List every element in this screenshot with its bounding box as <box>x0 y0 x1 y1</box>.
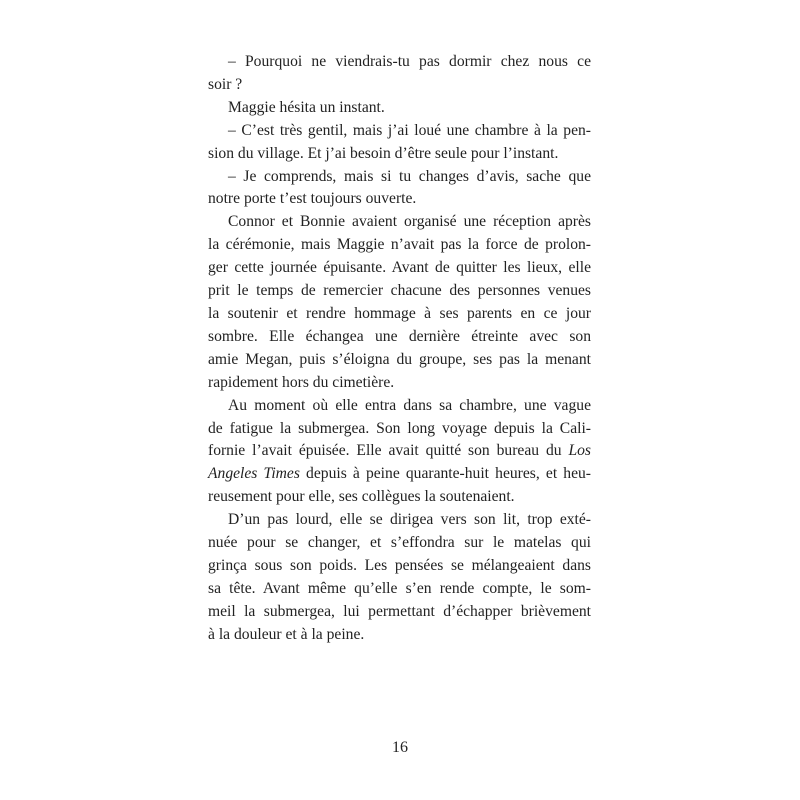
paragraph-6 <box>208 395 591 510</box>
italic-title-fragment: Angeles Times <box>208 465 300 483</box>
text-line: – Je comprends, mais si tu changes d’avis, sache que <box>228 167 591 185</box>
paragraph-2 <box>208 97 591 120</box>
text-line: reusement pour elle, ses collègues la soutenaient. <box>208 488 515 506</box>
text-line: à la douleur et à la peine. <box>208 625 365 643</box>
text-fragment: depuis à peine quarante-huit heures, et heu- <box>299 465 591 483</box>
text-line: Maggie hésita un instant. <box>228 98 385 116</box>
page-number: 16 <box>392 739 408 756</box>
text-fragment: fornie l’avait épuisée. Elle avait quitté son bureau du <box>208 442 569 460</box>
text-line: soir ? <box>208 75 243 93</box>
text-line: ger cette journée épuisante. Avant de quitter les lieux, elle <box>208 259 591 277</box>
text-line <box>208 440 591 463</box>
text-line: Au moment où elle entra dans sa chambre, une vague <box>228 396 591 414</box>
paragraph-1 <box>208 51 591 97</box>
text-line: notre porte t’est toujours ouverte. <box>208 190 417 208</box>
paragraph-4 <box>208 166 591 212</box>
text-line: rapidement hors du cimetière. <box>208 373 395 391</box>
text-line: de fatigue la submergea. Son long voyage depuis la Cali- <box>208 419 591 437</box>
italic-title-fragment: Los <box>568 442 591 460</box>
text-line: – C’est très gentil, mais j’ai loué une chambre à la pen- <box>228 121 591 139</box>
text-line: sa tête. Avant même qu’elle s’en rende compte, le som- <box>208 579 591 597</box>
text-line: sion du village. Et j’ai besoin d’être seule pour l’instant. <box>208 144 559 162</box>
text-line: Connor et Bonnie avaient organisé une réception après <box>228 213 591 231</box>
text-line: nuée pour se changer, et s’effondra sur le matelas qui <box>208 534 591 552</box>
text-line: sombre. Elle échangea une dernière étreinte avec son <box>208 327 591 345</box>
text-line: – Pourquoi ne viendrais-tu pas dormir chez nous ce <box>228 53 591 70</box>
text-line: prit le temps de remercier chacune des personnes venues <box>208 282 591 300</box>
paragraph-3 <box>208 120 591 166</box>
text-line: meil la submergea, lui permettant d’échapper brièvement <box>208 602 591 620</box>
paragraph-7 <box>208 509 591 646</box>
text-line: grinça sous son poids. Les pensées se mélangeaient dans <box>208 556 591 574</box>
text-line: D’un pas lourd, elle se dirigea vers son lit, trop exté- <box>228 511 591 529</box>
paragraph-5 <box>208 211 591 394</box>
text-line <box>208 463 591 486</box>
text-line: amie Megan, puis s’éloigna du groupe, ses pas la menant <box>208 350 591 368</box>
text-line: la cérémonie, mais Maggie n’avait pas la force de prolon- <box>208 236 591 254</box>
text-line: la soutenir et rendre hommage à ses parents en ce jour <box>208 304 591 322</box>
body-text <box>208 51 591 647</box>
